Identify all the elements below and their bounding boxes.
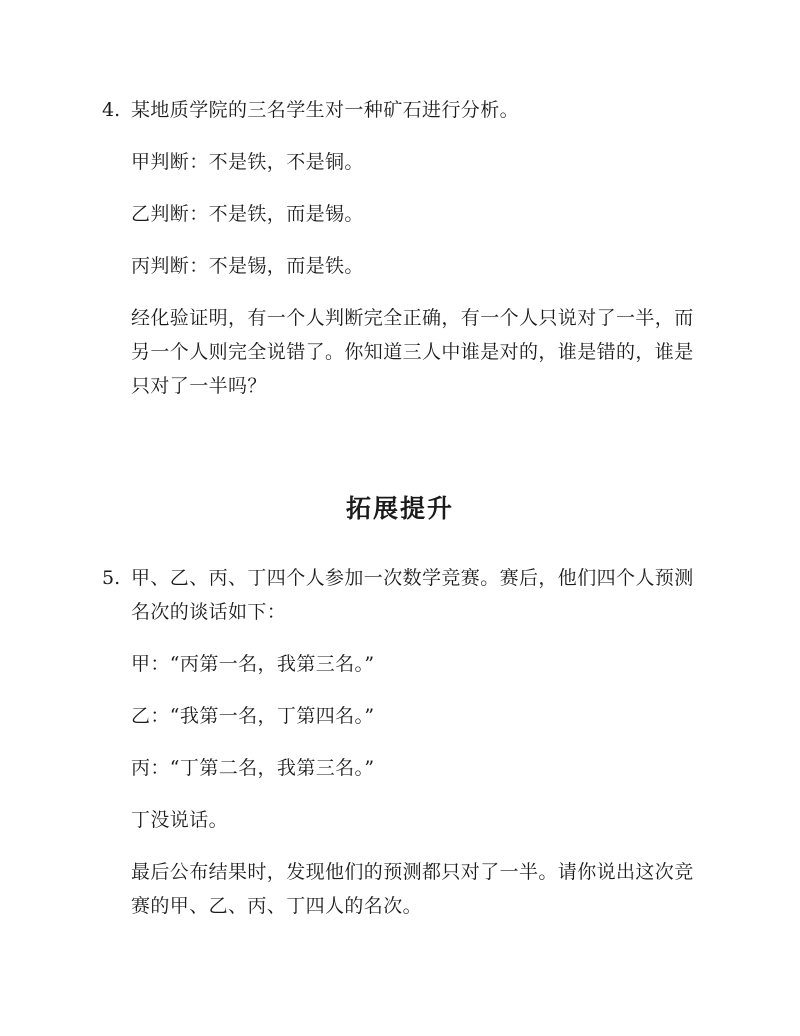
question-4-condition-line-3: 只对了一半吗？	[131, 375, 267, 397]
question-5-statement-ding: 丁没说话。	[131, 809, 229, 831]
question-5-statement-bing: 丙：“丁第二名，我第三名。”	[131, 757, 375, 779]
question-5-stem-line-2: 名次的谈话如下：	[131, 601, 287, 623]
question-4-judgment-yi: 乙判断：不是铁，而是锡。	[131, 203, 364, 225]
question-4-stem: 某地质学院的三名学生对一种矿石进行分析。	[131, 99, 520, 121]
question-5-result-line-2: 赛的甲、乙、丙、丁四人的名次。	[131, 895, 423, 917]
question-5-result-line-1: 最后公布结果时，发现他们的预测都只对了一半。请你说出这次竞	[131, 861, 694, 883]
question-4-number: 4.	[102, 99, 121, 121]
question-5-statement-jia: 甲：“丙第一名，我第三名。”	[131, 653, 375, 675]
question-4-condition-line-2: 另一个人则完全说错了。你知道三人中谁是对的，谁是错的，谁是	[131, 341, 694, 363]
question-4-condition-line-1: 经化验证明，有一个人判断完全正确，有一个人只说对了一半，而	[131, 307, 694, 329]
question-5-number: 5.	[102, 567, 121, 589]
question-4-judgment-bing: 丙判断：不是锡，而是铁。	[131, 255, 364, 277]
question-4-judgment-jia: 甲判断：不是铁，不是铜。	[131, 151, 364, 173]
section-title: 拓展提升	[345, 494, 454, 523]
question-5-statement-yi: 乙：“我第一名，丁第四名。”	[131, 705, 375, 727]
question-5-stem-line-1: 甲、乙、丙、丁四个人参加一次数学竞赛。赛后，他们四个人预测	[131, 567, 694, 589]
